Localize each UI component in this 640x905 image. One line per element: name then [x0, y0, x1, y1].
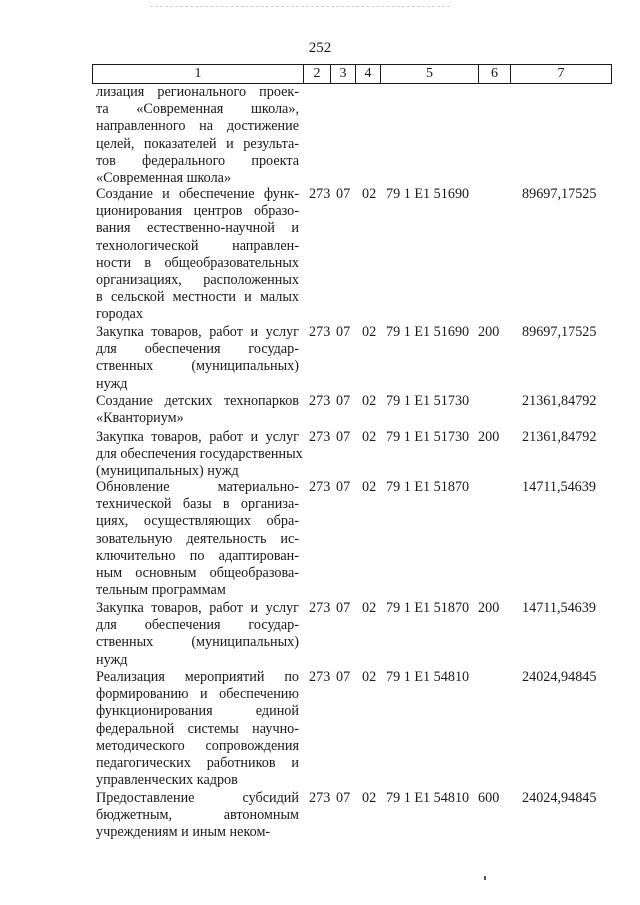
cell-c3: 07	[336, 479, 351, 495]
description-line: технической базы в организа-	[96, 496, 299, 513]
scan-artifact	[150, 6, 450, 8]
scan-mark	[484, 876, 486, 880]
description-line: циях, осуществляющих обра-	[96, 513, 299, 530]
description-line: зовательную деятельность ис-	[96, 530, 299, 547]
cell-c4: 02	[362, 479, 377, 495]
cell-c5: 79 1 E1 51870	[386, 600, 470, 616]
cell-c6: 200	[478, 429, 500, 445]
description-line: «Современная школа»	[96, 170, 232, 187]
cell-c4: 02	[362, 790, 377, 806]
description-line: Закупка товаров, работ и услуг	[96, 600, 299, 616]
row-description	[96, 324, 299, 393]
cell-c2: 273	[309, 324, 331, 340]
cell-c3: 07	[336, 790, 351, 806]
description-line: нужд	[96, 375, 128, 392]
description-line: учреждениям и иным неком-	[96, 824, 271, 841]
row-description	[96, 393, 299, 427]
cell-c7: 89697,17525	[522, 186, 597, 202]
column-header-4: 4	[356, 65, 381, 84]
description-line: та «Современная школа»,	[96, 101, 299, 118]
column-header-row	[93, 65, 612, 84]
description-line: целей, показателей и результа-	[96, 135, 299, 152]
cell-c7: 21361,84792	[522, 429, 597, 445]
description-line: ционирования центров образо-	[96, 203, 299, 220]
cell-c2: 273	[309, 600, 331, 616]
cell-c5: 79 1 E1 51730	[386, 393, 470, 409]
column-header-2: 2	[304, 65, 331, 84]
cell-c6: 200	[478, 324, 500, 340]
cell-c2: 273	[309, 479, 331, 495]
description-line: нужд	[96, 651, 128, 668]
description-line: Создание и обеспечение функ-	[96, 186, 299, 202]
description-line: направленного на достижение	[96, 118, 299, 135]
column-header-7: 7	[511, 65, 612, 84]
cell-c2: 273	[309, 393, 331, 409]
row-description	[96, 479, 299, 599]
description-line: формированию и обеспечению	[96, 686, 299, 703]
cell-c2: 273	[309, 186, 331, 202]
cell-c6: 600	[478, 790, 500, 806]
description-line: бюджетным, автономным	[96, 807, 299, 824]
cell-c4: 02	[362, 669, 377, 685]
description-line: Предоставление субсидий	[96, 790, 299, 806]
description-line: федеральной системы научно-	[96, 720, 299, 737]
row-description	[96, 429, 303, 481]
row-description	[96, 186, 299, 324]
description-line: управленческих кадров	[96, 772, 238, 789]
description-line: Закупка товаров, работ и услуг	[96, 324, 299, 340]
cell-c3: 07	[336, 324, 351, 340]
cell-c5: 79 1 E1 51870	[386, 479, 470, 495]
column-header-table	[92, 64, 612, 84]
cell-c3: 07	[336, 393, 351, 409]
description-line: (муниципальных) нужд	[96, 463, 239, 480]
cell-c2: 273	[309, 669, 331, 685]
description-line: для обеспечения государ-	[96, 617, 299, 634]
description-line: Обновление материально-	[96, 479, 299, 495]
description-line: для обеспечения государ-	[96, 341, 299, 358]
description-line: ключительно по адаптирован-	[96, 547, 299, 564]
cell-c5: 79 1 E1 51690	[386, 186, 470, 202]
row-description	[96, 84, 299, 187]
description-line: ным основным общеобразова-	[96, 565, 299, 582]
description-line: педагогических работников и	[96, 755, 299, 772]
cell-c3: 07	[336, 429, 351, 445]
cell-c5: 79 1 E1 51690	[386, 324, 470, 340]
row-description	[96, 790, 299, 842]
column-header-3: 3	[331, 65, 356, 84]
cell-c4: 02	[362, 324, 377, 340]
column-header-6: 6	[479, 65, 511, 84]
description-line: тов федерального проекта	[96, 152, 299, 169]
description-line: лизация регионального проек-	[96, 84, 299, 100]
description-line: Реализация мероприятий по	[96, 669, 299, 685]
description-line: тельным программам	[96, 582, 226, 599]
cell-c2: 273	[309, 429, 331, 445]
cell-c7: 14711,54639	[522, 600, 596, 616]
cell-c7: 24024,94845	[522, 669, 597, 685]
column-header-5: 5	[381, 65, 479, 84]
cell-c3: 07	[336, 600, 351, 616]
cell-c5: 79 1 E1 54810	[386, 790, 470, 806]
cell-c4: 02	[362, 600, 377, 616]
description-line: городах	[96, 306, 143, 323]
description-line: Создание детских технопарков	[96, 393, 299, 409]
description-line: технологической направлен-	[96, 237, 299, 254]
page-number: 252	[308, 40, 332, 56]
cell-c5: 79 1 E1 51730	[386, 429, 470, 445]
description-line: методического сопровождения	[96, 737, 299, 754]
cell-c4: 02	[362, 429, 377, 445]
description-line: ственных (муниципальных)	[96, 634, 299, 651]
description-line: ственных (муниципальных)	[96, 358, 299, 375]
cell-c4: 02	[362, 186, 377, 202]
description-line: «Кванториум»	[96, 410, 184, 427]
cell-c7: 89697,17525	[522, 324, 597, 340]
cell-c4: 02	[362, 393, 377, 409]
cell-c3: 07	[336, 186, 351, 202]
description-line: организациях, расположенных	[96, 272, 299, 289]
cell-c7: 24024,94845	[522, 790, 597, 806]
cell-c2: 273	[309, 790, 331, 806]
row-description	[96, 600, 299, 669]
description-line: для обеспечения государственных	[96, 446, 303, 463]
column-header-1: 1	[93, 65, 304, 84]
cell-c6: 200	[478, 600, 500, 616]
description-line: вания естественно-научной и	[96, 220, 299, 237]
cell-c7: 21361,84792	[522, 393, 597, 409]
cell-c7: 14711,54639	[522, 479, 596, 495]
description-line: Закупка товаров, работ и услуг	[96, 429, 299, 445]
cell-c3: 07	[336, 669, 351, 685]
description-line: функционирования единой	[96, 703, 299, 720]
description-line: в сельской местности и малых	[96, 289, 299, 306]
description-line: ности в общеобразовательных	[96, 254, 299, 271]
cell-c5: 79 1 E1 54810	[386, 669, 470, 685]
row-description	[96, 669, 299, 789]
